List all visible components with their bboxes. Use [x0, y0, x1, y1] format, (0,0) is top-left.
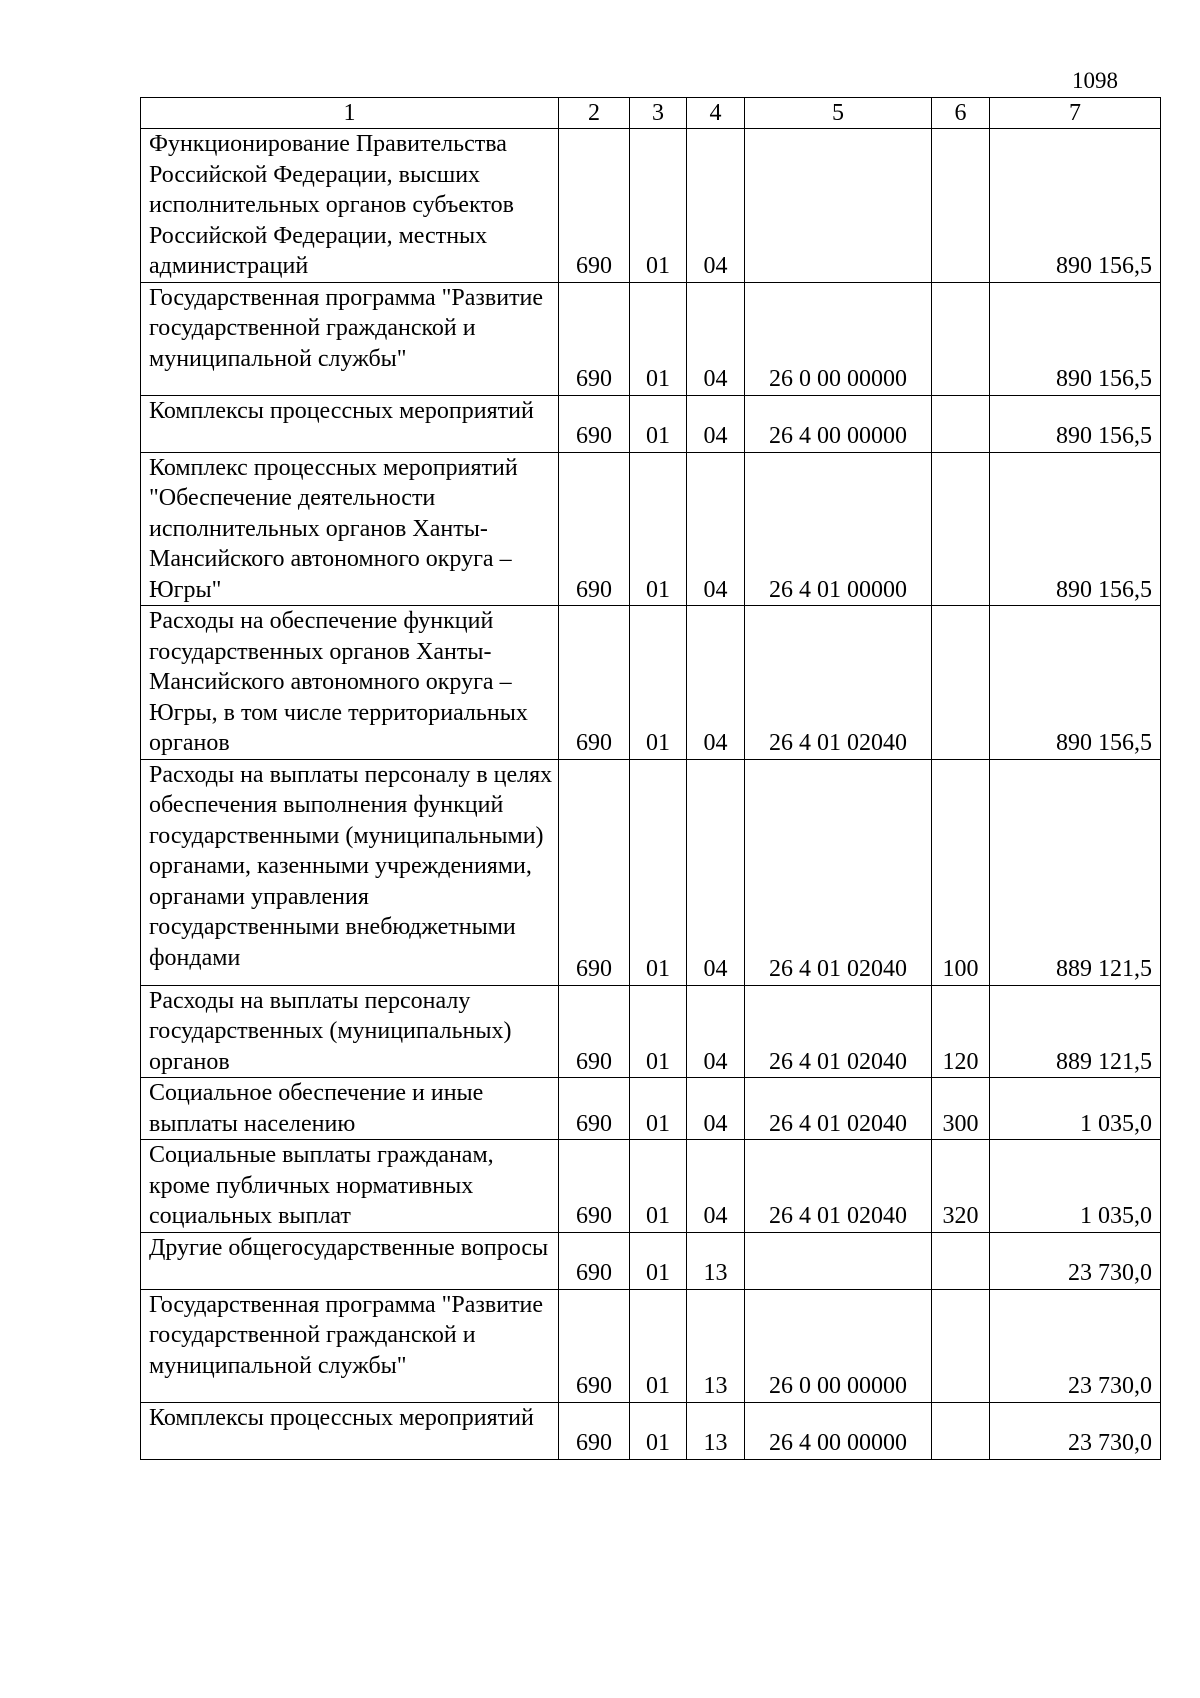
code-vr-cell	[932, 1289, 990, 1402]
table-row	[141, 606, 1161, 760]
code-vr-cell: 320	[932, 1140, 990, 1233]
header-row	[141, 98, 1161, 129]
code-csr-cell: 26 4 01 02040	[745, 606, 932, 760]
row-name-cell	[141, 985, 559, 1078]
table-row	[141, 985, 1161, 1078]
code-rz-cell: 01	[630, 129, 687, 283]
column-header: 4	[687, 98, 745, 129]
code-gl-cell: 690	[559, 1289, 630, 1402]
row-name-cell	[141, 282, 559, 395]
amount-cell: 1 035,0	[990, 1078, 1161, 1140]
row-name-cell	[141, 452, 559, 606]
column-header: 3	[630, 98, 687, 129]
budget-table	[140, 97, 1161, 1460]
code-gl-cell: 690	[559, 395, 630, 452]
row-name: Государственная программа "Развитие государственной гражданской и муниципальной службы"	[149, 284, 544, 372]
code-pr-cell: 04	[687, 1140, 745, 1233]
amount-cell: 889 121,5	[990, 985, 1161, 1078]
code-pr-cell: 04	[687, 452, 745, 606]
code-pr-cell: 04	[687, 395, 745, 452]
code-vr-cell	[932, 452, 990, 606]
code-gl-cell: 690	[559, 1232, 630, 1289]
amount-cell: 890 156,5	[990, 606, 1161, 760]
row-name: Комплексы процессных мероприятий	[149, 1404, 534, 1431]
code-rz-cell: 01	[630, 1402, 687, 1459]
code-vr-cell: 120	[932, 985, 990, 1078]
code-rz-cell: 01	[630, 452, 687, 606]
amount-cell: 23 730,0	[990, 1232, 1161, 1289]
amount-cell: 23 730,0	[990, 1289, 1161, 1402]
code-gl-cell: 690	[559, 606, 630, 760]
code-csr-cell: 26 4 01 02040	[745, 1140, 932, 1233]
code-rz-cell: 01	[630, 282, 687, 395]
table-body	[141, 129, 1161, 1460]
row-name: Функционирование Правительства Российской Федерации, высших исполнительных органов субъектов Российской Федерации, местных администраций	[149, 131, 514, 279]
table-row	[141, 1289, 1161, 1402]
code-pr-cell: 04	[687, 1078, 745, 1140]
row-name: Расходы на обеспечение функций государственных органов Ханты-Мансийского автономного округа – Югры, в том числе территориальных органов	[149, 608, 528, 756]
row-name: Расходы на выплаты персоналу государственных (муниципальных) органов	[149, 987, 512, 1075]
code-gl-cell: 690	[559, 452, 630, 606]
code-gl-cell: 690	[559, 1140, 630, 1233]
amount-cell: 23 730,0	[990, 1402, 1161, 1459]
amount-cell: 890 156,5	[990, 282, 1161, 395]
table-row	[141, 1140, 1161, 1233]
code-pr-cell: 13	[687, 1289, 745, 1402]
code-csr-cell: 26 0 00 00000	[745, 1289, 932, 1402]
table-row	[141, 1078, 1161, 1140]
code-gl-cell: 690	[559, 985, 630, 1078]
amount-cell: 890 156,5	[990, 395, 1161, 452]
column-header: 7	[990, 98, 1161, 129]
code-pr-cell: 04	[687, 129, 745, 283]
amount-cell: 890 156,5	[990, 129, 1161, 283]
code-rz-cell: 01	[630, 395, 687, 452]
row-name: Другие общегосударственные вопросы	[149, 1234, 549, 1261]
row-name: Комплекс процессных мероприятий "Обеспечение деятельности исполнительных органов Ханты-Мансийского автономного округа – Югры"	[149, 454, 518, 603]
table-row	[141, 282, 1161, 395]
row-name-cell	[141, 1402, 559, 1459]
code-vr-cell	[932, 395, 990, 452]
row-name-cell	[141, 759, 559, 985]
code-vr-cell	[932, 606, 990, 760]
column-header: 5	[745, 98, 932, 129]
row-name: Государственная программа "Развитие государственной гражданской и муниципальной службы"	[149, 1291, 544, 1379]
code-rz-cell: 01	[630, 606, 687, 760]
code-csr-cell: 26 4 01 02040	[745, 759, 932, 985]
row-name-cell	[141, 1289, 559, 1402]
code-vr-cell	[932, 129, 990, 283]
code-rz-cell: 01	[630, 1140, 687, 1233]
table-row	[141, 452, 1161, 606]
table-row	[141, 129, 1161, 283]
column-header: 1	[141, 98, 559, 129]
code-pr-cell: 04	[687, 282, 745, 395]
table-header	[141, 98, 1161, 129]
code-rz-cell: 01	[630, 1289, 687, 1402]
code-csr-cell: 26 4 01 02040	[745, 985, 932, 1078]
row-name-cell	[141, 395, 559, 452]
code-rz-cell: 01	[630, 985, 687, 1078]
code-csr-cell	[745, 1232, 932, 1289]
row-name-cell	[141, 129, 559, 283]
column-header: 2	[559, 98, 630, 129]
code-vr-cell: 300	[932, 1078, 990, 1140]
code-pr-cell: 04	[687, 759, 745, 985]
code-rz-cell: 01	[630, 1232, 687, 1289]
code-gl-cell: 690	[559, 129, 630, 283]
table-row	[141, 395, 1161, 452]
code-gl-cell: 690	[559, 759, 630, 985]
code-vr-cell: 100	[932, 759, 990, 985]
table-row	[141, 1402, 1161, 1459]
table-row	[141, 1232, 1161, 1289]
code-pr-cell: 04	[687, 606, 745, 760]
code-csr-cell: 26 4 01 02040	[745, 1078, 932, 1140]
code-gl-cell: 690	[559, 1402, 630, 1459]
code-csr-cell: 26 4 01 00000	[745, 452, 932, 606]
row-name-cell	[141, 606, 559, 760]
code-pr-cell: 13	[687, 1402, 745, 1459]
amount-cell: 890 156,5	[990, 452, 1161, 606]
code-csr-cell: 26 4 00 00000	[745, 395, 932, 452]
code-pr-cell: 13	[687, 1232, 745, 1289]
row-name-cell	[141, 1140, 559, 1233]
row-name: Социальное обеспечение и иные выплаты населению	[149, 1080, 484, 1137]
code-pr-cell: 04	[687, 985, 745, 1078]
row-name-cell	[141, 1232, 559, 1289]
page-number: 1098	[1072, 68, 1118, 93]
code-rz-cell: 01	[630, 759, 687, 985]
code-gl-cell: 690	[559, 282, 630, 395]
code-csr-cell: 26 0 00 00000	[745, 282, 932, 395]
amount-cell: 1 035,0	[990, 1140, 1161, 1233]
column-header: 6	[932, 98, 990, 129]
code-vr-cell	[932, 282, 990, 395]
row-name: Расходы на выплаты персоналу в целях обеспечения выполнения функций государственными (муниципальными) органами, казенными учреждениями, органами управления государственными внебюджетными фондами	[149, 761, 553, 971]
code-csr-cell	[745, 129, 932, 283]
amount-cell: 889 121,5	[990, 759, 1161, 985]
code-rz-cell: 01	[630, 1078, 687, 1140]
row-name: Социальные выплаты гражданам, кроме публичных нормативных социальных выплат	[149, 1142, 494, 1229]
code-csr-cell: 26 4 00 00000	[745, 1402, 932, 1459]
row-name-cell	[141, 1078, 559, 1140]
code-vr-cell	[932, 1402, 990, 1459]
table-row	[141, 759, 1161, 985]
code-vr-cell	[932, 1232, 990, 1289]
row-name: Комплексы процессных мероприятий	[149, 397, 534, 424]
code-gl-cell: 690	[559, 1078, 630, 1140]
